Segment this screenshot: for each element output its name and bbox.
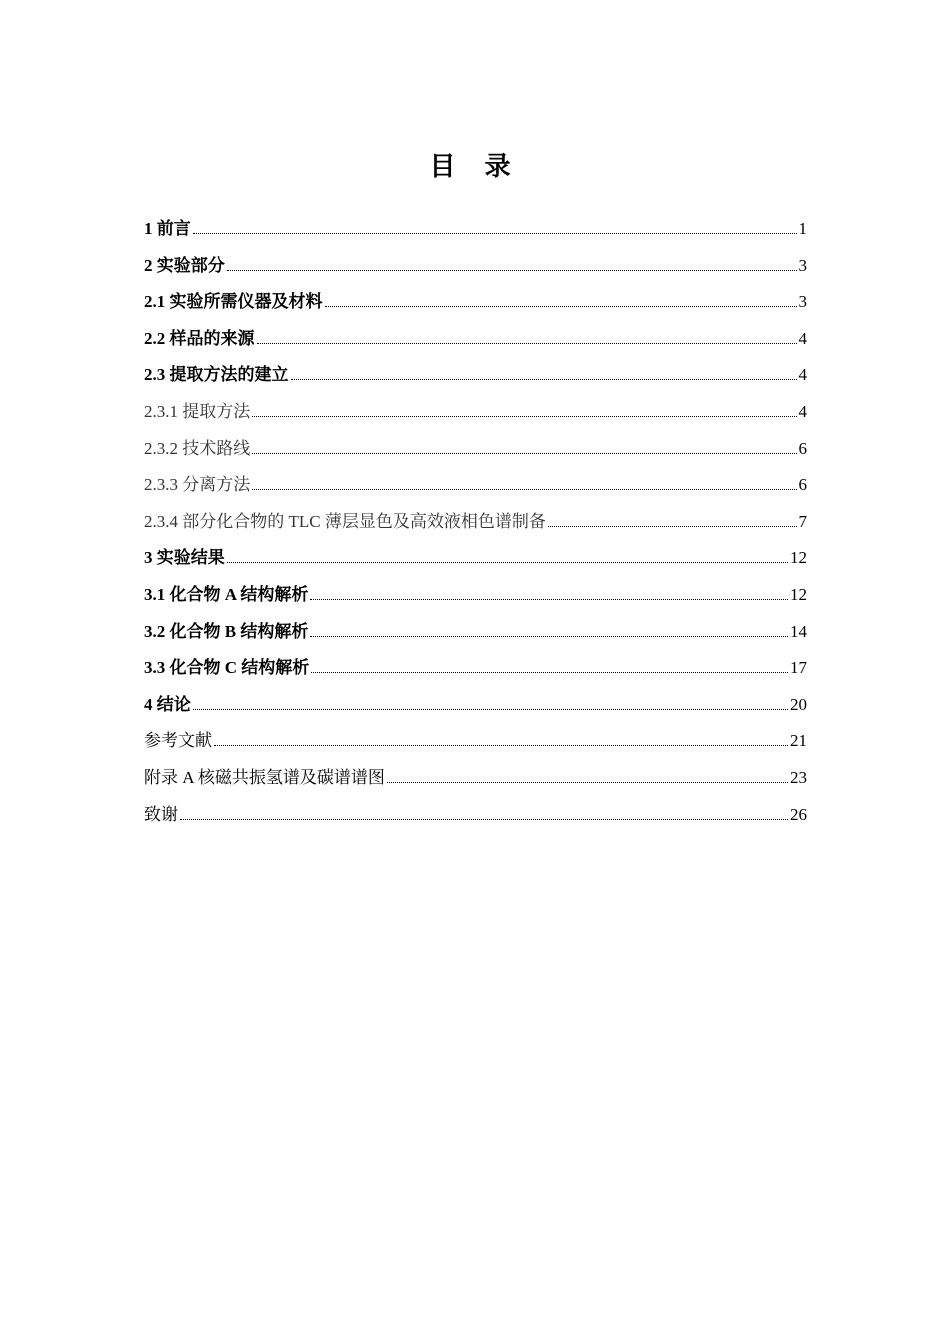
toc-leader-dots	[257, 342, 797, 344]
toc-entry[interactable]	[144, 284, 807, 321]
toc-entry-text: 3.2 化合物 B 结构解析	[144, 621, 309, 641]
toc-leader-dots	[325, 305, 797, 307]
table-of-contents	[144, 211, 807, 833]
toc-page-number: 23	[790, 767, 807, 787]
toc-leader-dots	[193, 708, 788, 710]
toc-entry[interactable]	[144, 577, 807, 614]
toc-entry-text: 参考文献	[144, 731, 212, 751]
toc-leader-dots	[180, 818, 788, 820]
toc-entry[interactable]	[144, 687, 807, 724]
toc-entry-text: 2.3.2 技术路线	[144, 438, 251, 458]
toc-entry-text: 4 结论	[144, 694, 191, 714]
toc-entry-text: 3.1 化合物 A 结构解析	[144, 584, 309, 604]
toc-leader-dots	[227, 269, 797, 271]
toc-entry[interactable]	[144, 321, 807, 358]
toc-leader-dots	[310, 635, 788, 637]
toc-leader-dots	[291, 378, 797, 380]
toc-entry-text: 致谢	[144, 804, 178, 824]
toc-entry[interactable]	[144, 504, 807, 541]
page-title: 目 录	[429, 152, 521, 182]
toc-leader-dots	[252, 488, 796, 490]
toc-page-number: 12	[790, 584, 807, 604]
toc-page-number: 1	[798, 219, 807, 238]
toc-entry-text: 2.3.3 分离方法	[144, 475, 251, 495]
toc-entry[interactable]	[144, 431, 807, 468]
toc-leader-dots	[387, 781, 788, 783]
toc-entry[interactable]	[144, 357, 807, 394]
toc-entry[interactable]	[144, 211, 807, 248]
toc-entry-text: 3.3 化合物 C 结构解析	[144, 658, 310, 678]
toc-page-number: 6	[798, 438, 807, 458]
toc-page-number: 4	[798, 328, 807, 348]
toc-page-number: 3	[798, 255, 807, 275]
toc-entry-text: 附录 A 核磁共振氢谱及碳谱谱图	[144, 767, 385, 787]
toc-entry-text: 2 实验部分	[144, 255, 225, 275]
toc-leader-dots	[311, 671, 788, 673]
toc-page-number: 4	[798, 365, 807, 385]
toc-page-number: 20	[790, 694, 807, 714]
toc-entry-text: 2.3.1 提取方法	[144, 401, 251, 421]
toc-entry-text: 2.3 提取方法的建立	[144, 365, 289, 385]
toc-page-number: 21	[790, 731, 807, 751]
toc-page-number: 6	[798, 475, 807, 495]
toc-entry-text: 3 实验结果	[144, 548, 225, 568]
toc-leader-dots	[310, 598, 788, 600]
toc-page-number: 12	[790, 548, 807, 568]
toc-page-number: 3	[798, 292, 807, 312]
toc-entry-text: 1 前言	[144, 219, 191, 238]
toc-entry[interactable]	[144, 797, 807, 834]
toc-entry[interactable]	[144, 540, 807, 577]
toc-page-number: 7	[798, 511, 807, 531]
toc-entry[interactable]	[144, 467, 807, 504]
toc-entry[interactable]	[144, 650, 807, 687]
toc-entry-text: 2.2 样品的来源	[144, 328, 255, 348]
toc-leader-dots	[252, 415, 796, 417]
toc-page-number: 14	[790, 621, 807, 641]
toc-page-number: 26	[790, 804, 807, 824]
toc-entry[interactable]	[144, 760, 807, 797]
toc-leader-dots	[214, 744, 788, 746]
toc-page-number: 17	[790, 658, 807, 678]
toc-entry[interactable]	[144, 394, 807, 431]
toc-leader-dots	[252, 452, 796, 454]
toc-entry[interactable]	[144, 248, 807, 285]
toc-page-number: 4	[798, 401, 807, 421]
toc-entry[interactable]	[144, 614, 807, 651]
toc-leader-dots	[193, 232, 797, 234]
toc-entry-text: 2.3.4 部分化合物的 TLC 薄层显色及高效液相色谱制备	[144, 511, 546, 531]
toc-leader-dots	[548, 525, 797, 527]
toc-entry[interactable]	[144, 723, 807, 760]
toc-entry-text: 2.1 实验所需仪器及材料	[144, 292, 323, 312]
toc-leader-dots	[227, 561, 788, 563]
